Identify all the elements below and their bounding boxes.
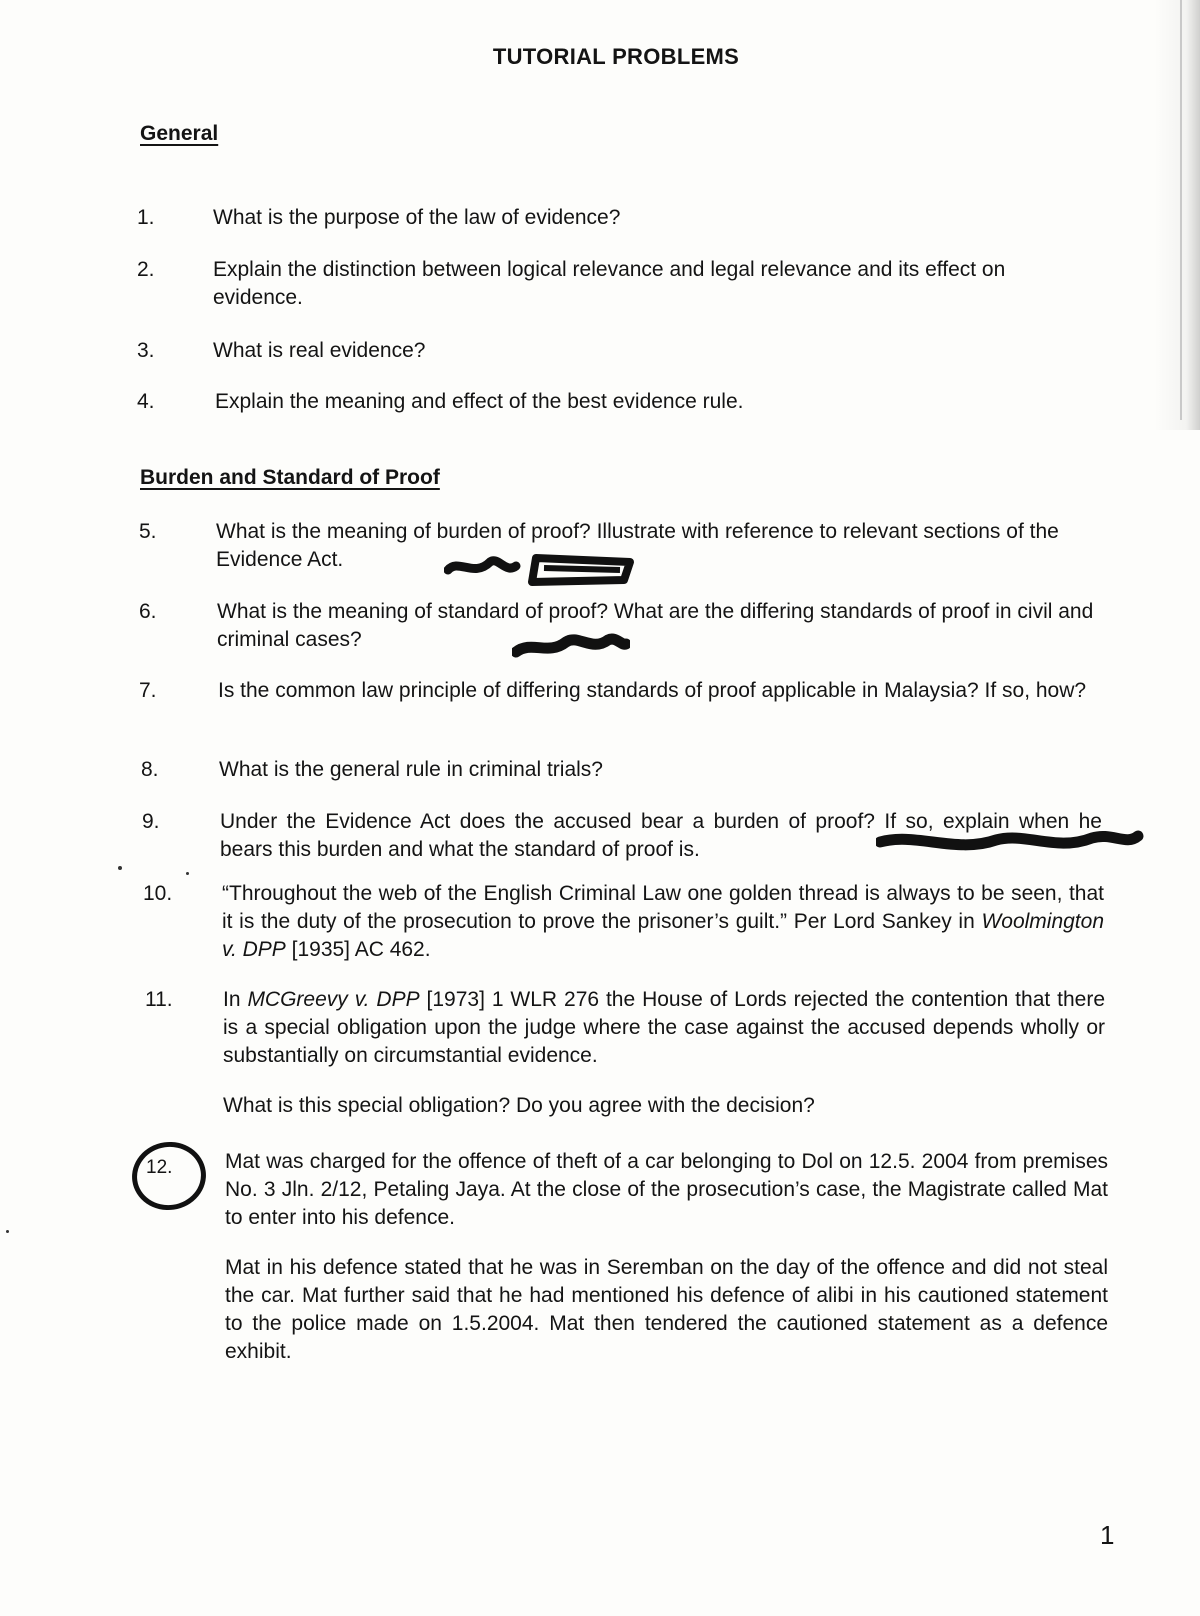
quote-text: “Throughout the web of the English Criminal Law one golden thread is always to be seen, that it is the duty of the prosecution to prove the prisoner’s guilt.” Per Lord Sankey in <box>222 882 1104 933</box>
question-text: Under the Evidence Act does the accused bear a burden of proof? If so, explain when he bears this burden and what the standard of proof is. <box>220 810 1102 861</box>
question-paragraph <box>223 986 1105 1070</box>
question-number: 3. <box>137 339 155 362</box>
question-text: Explain the meaning and effect of the best evidence rule. <box>215 390 744 413</box>
question-text <box>223 986 1105 1120</box>
scribble-mark <box>444 548 644 590</box>
question-number: 8. <box>141 758 159 781</box>
question-number: 7. <box>139 679 157 702</box>
question-number: 12. <box>146 1157 173 1178</box>
section-heading-burden-and-standard-of-proof: Burden and Standard of Proof <box>140 466 440 489</box>
question-paragraph: Mat in his defence stated that he was in Seremban on the day of the offence and did not steal the car. Mat further said that he had mentioned his defence of alibi in his cautioned statement to the police made on 1.5.2004. Mat then tendered the cautioned statement as a defence exhibit. <box>225 1256 1108 1363</box>
question-number: 5. <box>139 520 157 543</box>
followup-question: What is this special obligation? Do you agree with the decision? <box>223 1094 815 1117</box>
case-name: Woolmington v. DPP <box>222 910 1104 961</box>
question-number: 10. <box>143 882 173 905</box>
scan-speck <box>118 866 122 870</box>
document-title: TUTORIAL PROBLEMS <box>492 44 740 69</box>
question-text: What is the meaning of standard of proof? What are the differing standards of proof in civil and criminal cases? <box>217 600 1094 651</box>
question-text: Is the common law principle of differing standards of proof applicable in Malaysia? If so, how? <box>218 679 1087 702</box>
question-number: 1. <box>137 206 155 229</box>
citation-text: [1973] 1 WLR 276 the House of Lords rejected the contention that there is a special obligation upon the judge where the case against the accused depends wholly or substantially on circumstantial evidence. <box>223 988 1105 1067</box>
section-heading-general: General <box>140 122 219 145</box>
question-number: 2. <box>137 258 155 281</box>
question-text: What is the meaning of burden of proof? Illustrate with reference to relevant sections of the Evidence Act. <box>216 520 1059 571</box>
question-number: 9. <box>142 810 160 833</box>
question-text <box>225 1148 1108 1366</box>
intro-text: In <box>223 988 248 1011</box>
question-text: What is real evidence? <box>213 339 426 362</box>
scan-speck <box>6 1230 9 1233</box>
question-paragraph: Mat was charged for the offence of theft of a car belonging to Dol on 12.5. 2004 from premises No. 3 Jln. 2/12, Petaling Jaya. At the close of the prosecution’s case, the Magistrate called Mat to enter into his defence. <box>225 1150 1108 1229</box>
question-text: What is the purpose of the law of evidence? <box>213 206 621 229</box>
page-number: 1 <box>1100 1520 1115 1550</box>
scan-speck <box>186 872 189 875</box>
scribble-mark <box>876 824 1144 862</box>
scribble-mark <box>512 628 630 662</box>
question-text: What is the general rule in criminal trials? <box>219 758 603 781</box>
case-name: MCGreevy v. DPP <box>247 988 420 1011</box>
question-text: Explain the distinction between logical relevance and legal relevance and its effect on evidence. <box>213 258 1006 309</box>
question-number: 11. <box>145 988 173 1011</box>
question-number: 4. <box>137 390 155 413</box>
question-number: 6. <box>139 600 157 623</box>
question-text <box>222 880 1104 964</box>
citation-text: [1935] AC 462. <box>285 938 431 961</box>
